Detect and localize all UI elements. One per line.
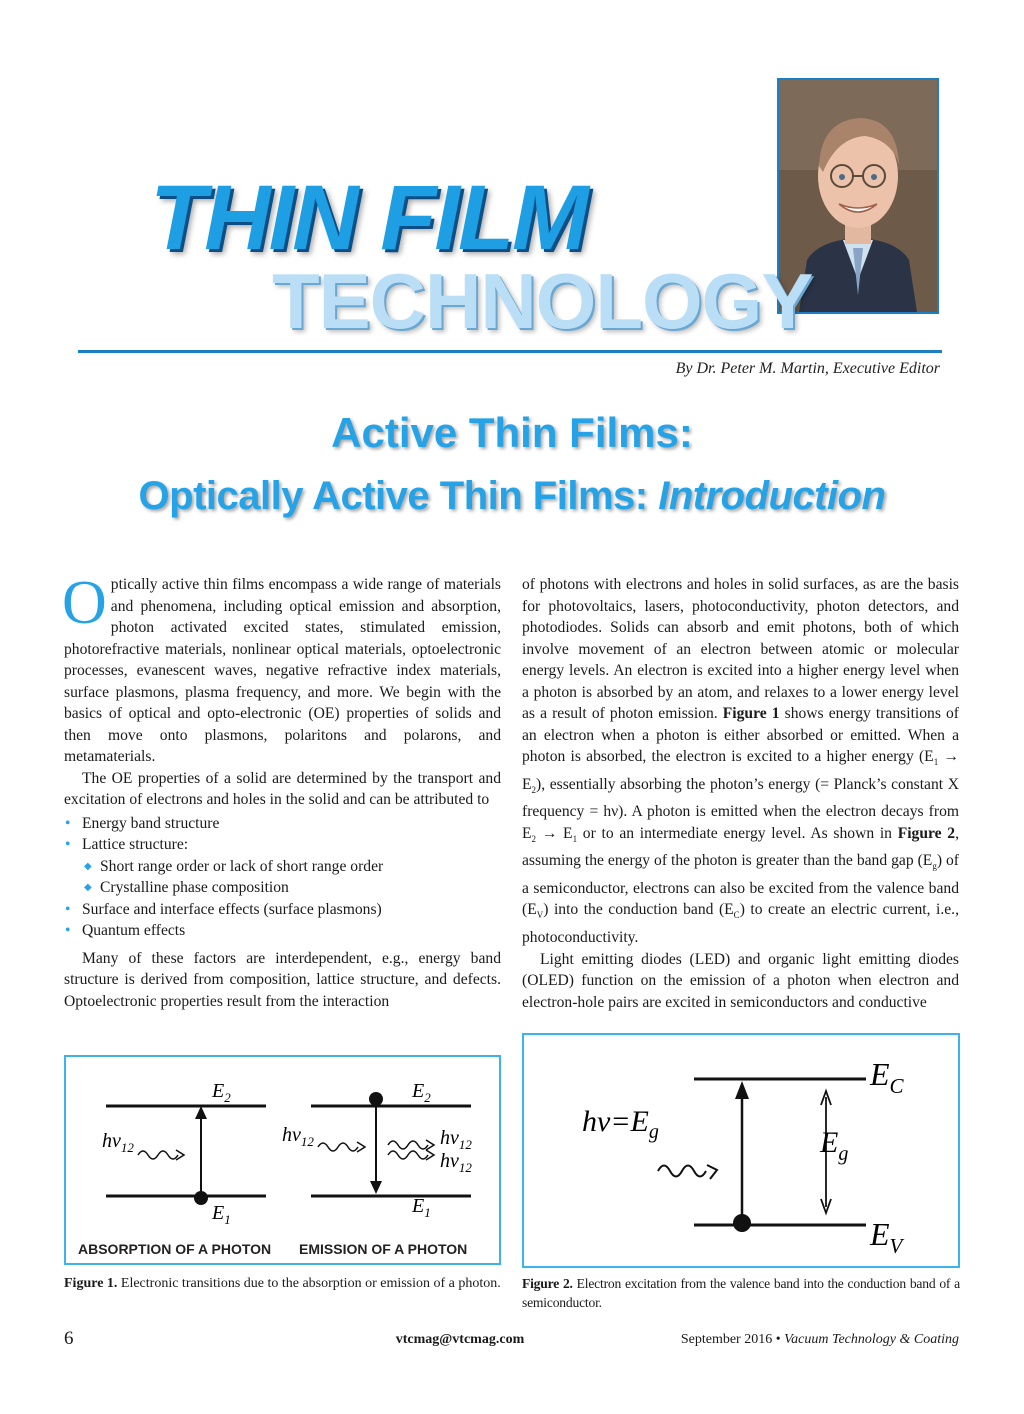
drop-cap: O [62, 569, 107, 637]
caption-text: Electron excitation from the valence band into the conduction band of a semiconductor. [522, 1276, 960, 1310]
masthead-title-line1: THIN FILM [150, 167, 587, 269]
subscript: g [932, 861, 937, 872]
subscript: 1 [933, 757, 939, 768]
photon-wave [318, 1143, 358, 1151]
label-ec: $E_C$ [870, 1056, 904, 1098]
subscript: 2 [531, 784, 537, 795]
figure-2-reference: Figure 2 [897, 824, 956, 842]
label-hv12: $h\nu_{12}$ [440, 1150, 472, 1175]
sub-list [82, 856, 501, 899]
label-emission: EMISSION OF A PHOTON [299, 1241, 468, 1257]
label-e2: $E_2$ [212, 1080, 231, 1105]
article-title: Active Thin Films: [331, 409, 693, 456]
text-run: ) to create an electric current, i.e., photoconductivity. [522, 901, 959, 947]
photon-wave [658, 1166, 706, 1177]
separator: • [775, 1332, 781, 1347]
figure-1-reference: Figure 1 [722, 705, 780, 722]
label-hv-eq-eg: $h\nu=E_g$ [582, 1105, 659, 1143]
figure-2-caption [522, 1274, 960, 1312]
caption-text: Electronic transitions due to the absorption or emission of a photon. [117, 1276, 501, 1291]
label-ev: $E_V$ [870, 1216, 903, 1258]
label-hv12: $h\nu_{12}$ [440, 1127, 472, 1152]
masthead-rule [78, 350, 942, 353]
subscript: 2 [531, 833, 537, 844]
subtitle-main: Optically Active Thin Films: [138, 474, 659, 518]
label-e1: $E_1$ [212, 1202, 231, 1227]
magazine-name: Vacuum Technology & Coating [780, 1332, 959, 1347]
left-column [62, 569, 501, 1012]
text-run: of photons with electrons and holes in solid surfaces, as are the basis for photovoltaics, lasers, photoconductivity, photon detectors, and photodiodes. Solids can absorb and emit photons, both of which involve movement of an electron between atomic or molecular energy levels. An electron is excited into a higher energy level when a photon is absorbed by an atom, and relaxes to a lower energy level as a result of photon emission. [522, 576, 959, 722]
article-subtitle [0, 476, 1024, 516]
arrow-head [735, 1081, 749, 1099]
text-run: shows energy transitions of an electron when a photon is either absorbed or emitted. When a photon is absorbed, the electron is excited to a higher energy (E [522, 705, 959, 765]
photon-wave [388, 1141, 428, 1149]
text-run: ) into the conduction band (E [543, 901, 734, 919]
photon-wave [388, 1151, 428, 1159]
text-run: → E [536, 824, 573, 842]
list-item: • Energy band structure [64, 813, 501, 835]
figure-2 [522, 1033, 960, 1268]
figure-1-caption [64, 1274, 501, 1293]
electron [194, 1191, 208, 1205]
label-e1: $E_1$ [412, 1195, 431, 1220]
footer-email: vtcmag@vtcmag.com [395, 1332, 525, 1347]
label-eg: $E_g$ [820, 1126, 849, 1165]
subscript: V [536, 910, 544, 921]
text-run: ), essentially absorbing the photon’s energy (= Planck’s constant X frequency = hν). A photon is emitted when the electron decays from E [522, 775, 959, 842]
paragraph-4 [522, 574, 959, 949]
figure-1-diagram [66, 1057, 499, 1263]
electron [733, 1214, 751, 1232]
footer-publication [560, 1332, 959, 1348]
electron [369, 1092, 383, 1106]
photon-wave [138, 1151, 178, 1159]
figure-1 [64, 1055, 501, 1265]
subtitle-italic: Introduction [658, 474, 886, 518]
subscript: 1 [572, 833, 578, 844]
list-item [64, 834, 501, 899]
label-hv12: $h\nu_{12}$ [282, 1124, 314, 1149]
sub-list-item: ◆ Crystalline phase composition [82, 877, 501, 899]
page-number: 6 [64, 1328, 74, 1349]
paragraph-1 [62, 569, 501, 768]
caption-label: Figure 1. [64, 1276, 118, 1291]
list-item-label: Lattice structure: [82, 836, 189, 853]
list-item: • Surface and interface effects (surface plasmons) [64, 899, 501, 921]
paragraph-2: The OE properties of a solid are determined by the transport and excitation of electrons and holes in the solid and can be attributed to [64, 769, 501, 808]
photon-arrowhead [707, 1165, 717, 1179]
issue-date: September 2016 [680, 1332, 776, 1347]
figure-2-diagram [524, 1035, 958, 1266]
paragraph-1-text: ptically active thin films encompass a wide range of materials and phenomena, including optical emission and absorption, photon activated excited states, stimulated emission, photorefractive materials, nonlinear optical materials, optoelectronic processes, evanescent waves, negative refractive index materials, surface plasmons, plasma frequency, and more. We begin with the basics of optical and opto-electronic (OE) properties of solids and then move onto plasmons, polaritons and polarons, and metamaterials. [64, 576, 501, 765]
text-run: ) of a semiconductor, electrons can also be excited from the valence band (E [522, 852, 959, 919]
arrow-head [195, 1106, 207, 1119]
byline: By Dr. Peter M. Martin, Executive Editor [675, 360, 940, 377]
text-run: , assuming the energy of the photon is greater than the band gap (E [522, 824, 959, 870]
right-column [522, 574, 959, 1013]
label-hv12: $h\nu_{12}$ [102, 1130, 134, 1155]
caption-label: Figure 2. [522, 1276, 573, 1291]
photon-arrowhead [357, 1142, 365, 1152]
masthead-title-line2: TECHNOLOGY [272, 257, 813, 345]
list-item: • Quantum effects [64, 920, 501, 942]
subscript: C [733, 910, 740, 921]
text-run: → E [522, 748, 959, 793]
paragraph-5: Light emitting diodes (LED) and organic light emitting diodes (OLED) function on the emission of a photon when electron and electron-hole pairs are excited in semiconductors and conductive [522, 950, 959, 1011]
label-e2: $E_2$ [412, 1080, 431, 1105]
arrow-head [370, 1181, 382, 1194]
text-run: or to an intermediate energy level. As shown in [577, 824, 898, 842]
factor-list [64, 813, 501, 942]
sub-list-item: ◆ Short range order or lack of short range order [82, 856, 501, 878]
label-absorption: ABSORPTION OF A PHOTON [78, 1241, 272, 1257]
paragraph-3: Many of these factors are interdependent, e.g., energy band structure is derived from composition, lattice structure, and defects. Optoelectronic properties result from the interaction [64, 949, 501, 1010]
